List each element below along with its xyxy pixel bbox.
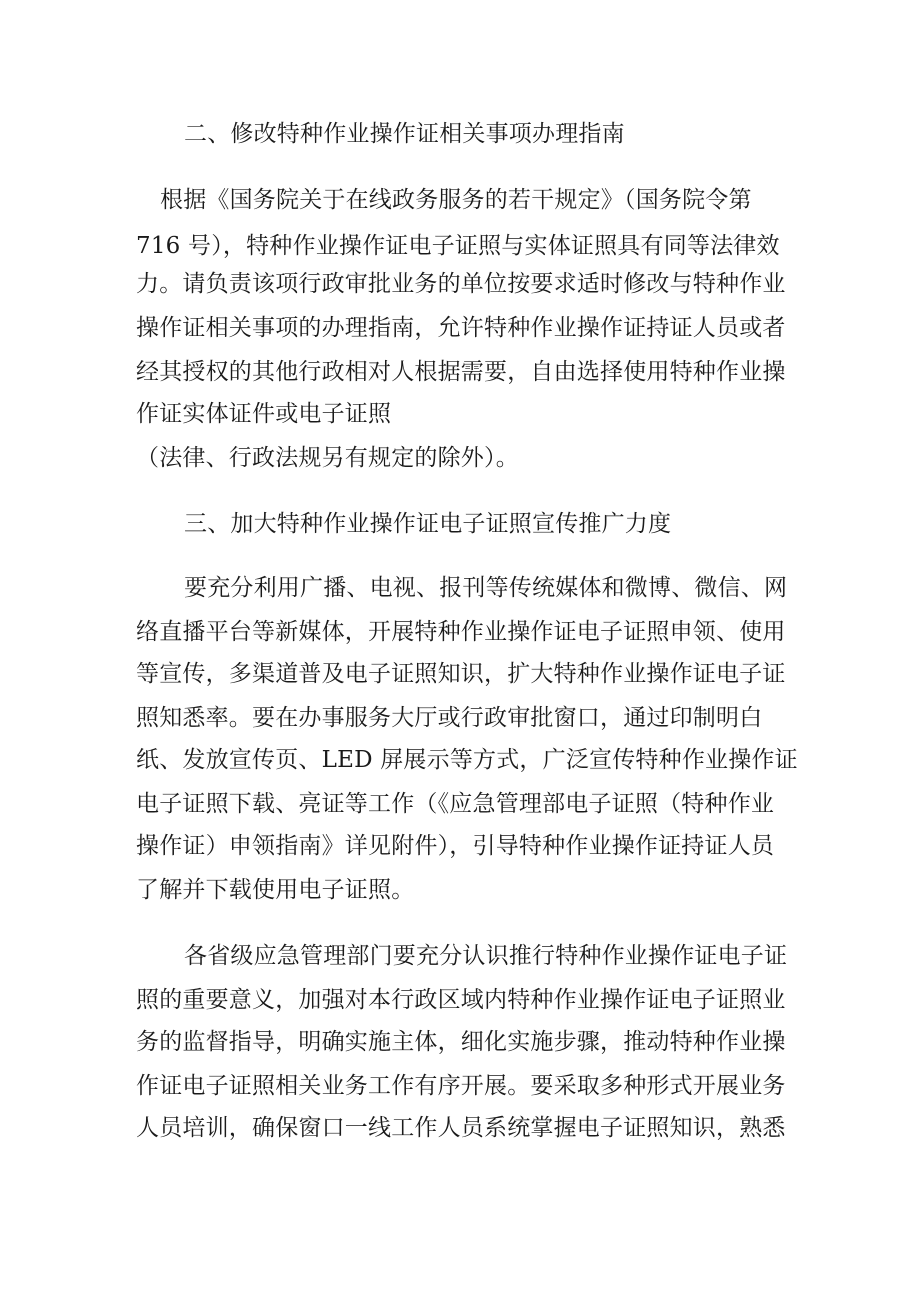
paragraph-line: 操作证相关事项的办理指南，允许特种作业操作证持证人员或者	[136, 315, 786, 341]
section-heading: 三、加大特种作业操作证电子证照宣传推广力度	[184, 511, 672, 537]
paragraph-line: 络直播平台等新媒体，开展特种作业操作证电子证照申领、使用	[136, 619, 786, 645]
paragraph-line: 经其授权的其他行政相对人根据需要，自由选择使用特种作业操	[136, 359, 786, 385]
paragraph-line: 操作证）申领指南》详见附件），引导特种作业操作证持证人员	[136, 833, 775, 859]
paragraph-line: 照知悉率。要在办事服务大厅或行政审批窗口，通过印制明白	[136, 705, 763, 731]
paragraph-line: （法律、行政法规另有规定的除外）。	[136, 445, 519, 471]
paragraph-line: 人员培训，确保窗口一线工作人员系统掌握电子证照知识，熟悉	[136, 1115, 786, 1141]
paragraph-line: 各省级应急管理部门要充分认识推行特种作业操作证电子证	[184, 943, 788, 969]
paragraph-line: 等宣传，多渠道普及电子证照知识，扩大特种作业操作证电子证	[136, 661, 786, 687]
paragraph-line: 要充分利用广播、电视、报刊等传统媒体和微博、微信、网	[184, 575, 788, 601]
paragraph-line: 照的重要意义，加强对本行政区域内特种作业操作证电子证照业	[136, 987, 786, 1013]
paragraph-line: 716 号），特种作业操作证电子证照与实体证照具有同等法律效	[136, 233, 780, 259]
paragraph-line: 纸、发放宣传页、LED 屏展示等方式，广泛宣传特种作业操作证	[136, 747, 798, 773]
paragraph-line: 作证电子证照相关业务工作有序开展。要采取多种形式开展业务	[136, 1073, 786, 1099]
section-heading: 二、修改特种作业操作证相关事项办理指南	[184, 121, 625, 147]
paragraph-line: 作证实体证件或电子证照	[136, 401, 392, 427]
paragraph-line: 了解并下载使用电子证照。	[136, 877, 415, 903]
paragraph-line: 务的监督指导，明确实施主体，细化实施步骤，推动特种作业操	[136, 1029, 786, 1055]
paragraph-line: 根据《国务院关于在线政务服务的若干规定》（国务院令第	[160, 187, 752, 213]
paragraph-line: 力。请负责该项行政审批业务的单位按要求适时修改与特种作业	[136, 271, 786, 297]
paragraph-line: 电子证照下载、亮证等工作（《应急管理部电子证照（特种作业	[136, 791, 775, 817]
